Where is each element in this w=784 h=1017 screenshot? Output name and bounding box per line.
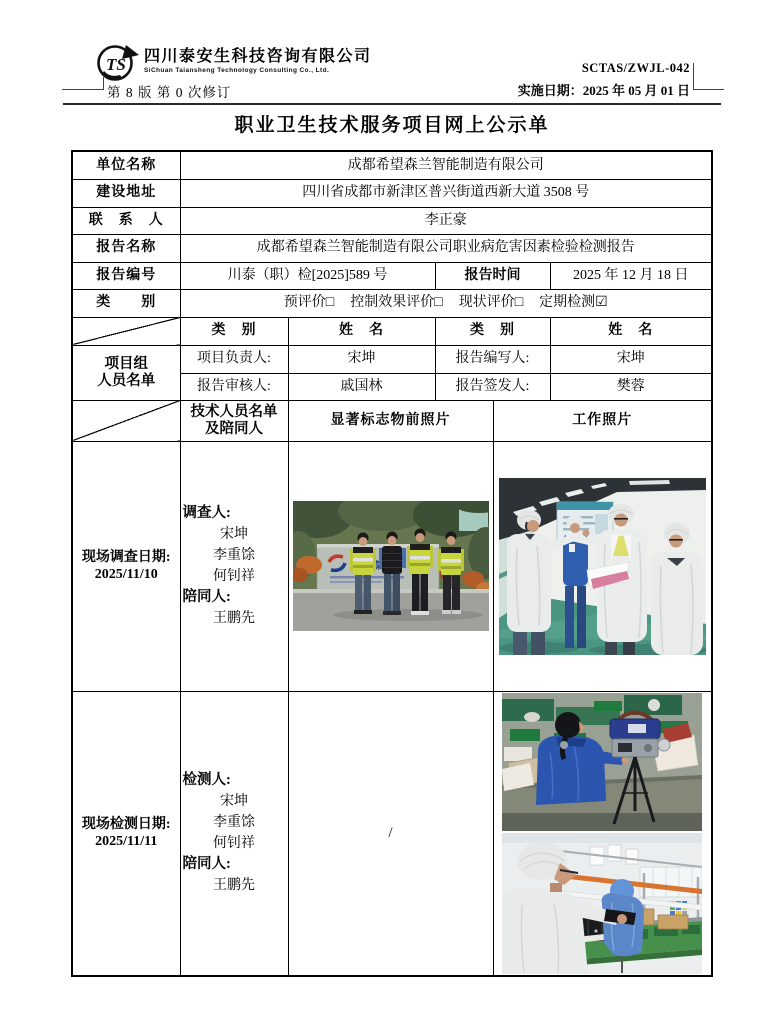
left-tick-line	[103, 77, 104, 90]
survey-date-value: 2025/11/10	[94, 567, 158, 582]
right-tick-line	[693, 63, 694, 90]
table-row	[72, 400, 712, 441]
project-leader-name: 宋坤	[288, 345, 435, 373]
detection-date-label: 现场检测日期:	[81, 816, 171, 832]
diagonal-header-cell	[72, 400, 180, 441]
table-row	[72, 317, 712, 345]
bench-sampling-photo	[502, 693, 702, 831]
front-photo-header: 显著标志物前照片	[288, 400, 493, 441]
company-name-en: SiChuan Taiansheng Technology Consulting Co., Ltd.	[144, 67, 330, 74]
letterhead-rule	[63, 103, 721, 105]
option-pre-evaluation: 预评价□	[283, 295, 335, 311]
table-row	[72, 345, 712, 373]
category-col-header-2: 类 别	[435, 317, 550, 345]
survey-date-label: 现场调查日期:	[81, 549, 171, 565]
report-time-label: 报告时间	[435, 262, 550, 289]
survey-date-cell	[72, 441, 180, 691]
unit-name-value: 成都希望森兰智能制造有限公司	[180, 151, 712, 179]
table-row	[72, 289, 712, 317]
left-dash-line	[62, 89, 103, 90]
doc-code: SCTAS/ZWJL-042	[581, 61, 690, 75]
table-row	[72, 262, 712, 289]
option-periodic-detection: 定期检测☑	[539, 295, 608, 311]
front-sign-photo-cell	[288, 441, 493, 691]
table-row	[72, 234, 712, 262]
escort-name: 王鹏先	[213, 878, 255, 894]
diagonal-header-cell	[72, 317, 180, 345]
investigator-label: 调查人:	[182, 505, 231, 521]
cleanroom-work-photo	[499, 478, 706, 655]
survey-staff-cell	[180, 441, 288, 691]
detector-name: 何钊祥	[213, 836, 255, 852]
option-control-effect-evaluation: 控制效果评价□	[350, 295, 443, 311]
name-col-header-1: 姓 名	[288, 317, 435, 345]
category-options	[180, 289, 712, 317]
name-col-header-2: 姓 名	[550, 317, 712, 345]
address-value: 四川省成都市新津区普兴街道西新大道 3508 号	[180, 179, 712, 207]
report-no-label: 报告编号	[72, 262, 180, 289]
project-leader-label: 项目负责人:	[180, 345, 288, 373]
detection-date-value: 2025/11/11	[95, 834, 158, 850]
report-issuer-label: 报告签发人:	[435, 373, 550, 400]
tech-staff-header: 技术人员名单 及陪同人	[180, 400, 288, 441]
investigator-name: 李重馀	[213, 548, 255, 563]
escort-name: 王鹏先	[213, 611, 255, 626]
report-reviewer-name: 戚国林	[288, 373, 435, 400]
report-writer-name: 宋坤	[550, 345, 712, 373]
table-row	[72, 207, 712, 234]
slash-placeholder: /	[388, 824, 393, 841]
implementation-date: 实施日期：2025 年 05 月 01 日	[517, 83, 690, 98]
page-title: 职业卫生技术服务项目网上公示单	[234, 115, 550, 136]
investigator-name: 何钊祥	[213, 569, 255, 584]
contact-label: 联 系 人	[72, 207, 180, 234]
option-status-evaluation: 现状评价□	[458, 295, 524, 311]
category-label: 类 别	[72, 289, 180, 317]
periodic-detection-checkbox: ☑	[595, 295, 608, 311]
group-photo-at-site-sign	[293, 501, 489, 631]
report-issuer-name: 樊蓉	[550, 373, 712, 400]
pre-evaluation-checkbox: □	[325, 295, 335, 311]
report-name-label: 报告名称	[72, 234, 180, 262]
category-col-header-1: 类 别	[180, 317, 288, 345]
right-dash-line	[694, 89, 724, 90]
escort-label: 陪同人:	[182, 589, 231, 605]
escort-label: 陪同人:	[182, 856, 231, 873]
report-writer-label: 报告编写人:	[435, 345, 550, 373]
assembly-line-photo	[502, 833, 702, 974]
detection-staff-cell	[180, 691, 288, 976]
detector-name: 李重馀	[213, 815, 255, 831]
project-group-label: 项目组 人员名单	[72, 345, 180, 400]
detection-photos-cell	[493, 691, 712, 976]
report-name-value: 成都希望森兰智能制造有限公司职业病危害因素检验检测报告	[180, 234, 712, 262]
status-evaluation-checkbox: □	[514, 295, 524, 311]
report-reviewer-label: 报告审核人:	[180, 373, 288, 400]
address-label: 建设地址	[72, 179, 180, 207]
logo-monogram: TS	[106, 55, 126, 74]
detection-date-cell	[72, 691, 180, 976]
table-row	[72, 179, 712, 207]
table-row	[72, 151, 712, 179]
publicity-table	[71, 150, 713, 977]
work-photo-header: 工作照片	[493, 400, 712, 441]
investigator-name: 宋坤	[220, 527, 248, 542]
company-name-cn: 四川泰安生科技咨询有限公司	[144, 48, 372, 65]
control-effect-checkbox: □	[434, 295, 443, 311]
work-photo-cell	[493, 441, 712, 691]
contact-value: 李正豪	[180, 207, 712, 234]
unit-name-label: 单位名称	[72, 151, 180, 179]
detector-name: 宋坤	[220, 794, 248, 810]
table-row	[72, 441, 712, 691]
report-no-value: 川泰（职）检[2025]589 号	[180, 262, 435, 289]
detector-label: 检测人:	[182, 772, 231, 789]
table-row	[72, 691, 712, 976]
report-time-value: 2025 年 12 月 18 日	[550, 262, 712, 289]
no-photo-placeholder-cell	[288, 691, 493, 976]
revision-note: 第 8 版 第 0 次修订	[107, 85, 232, 100]
